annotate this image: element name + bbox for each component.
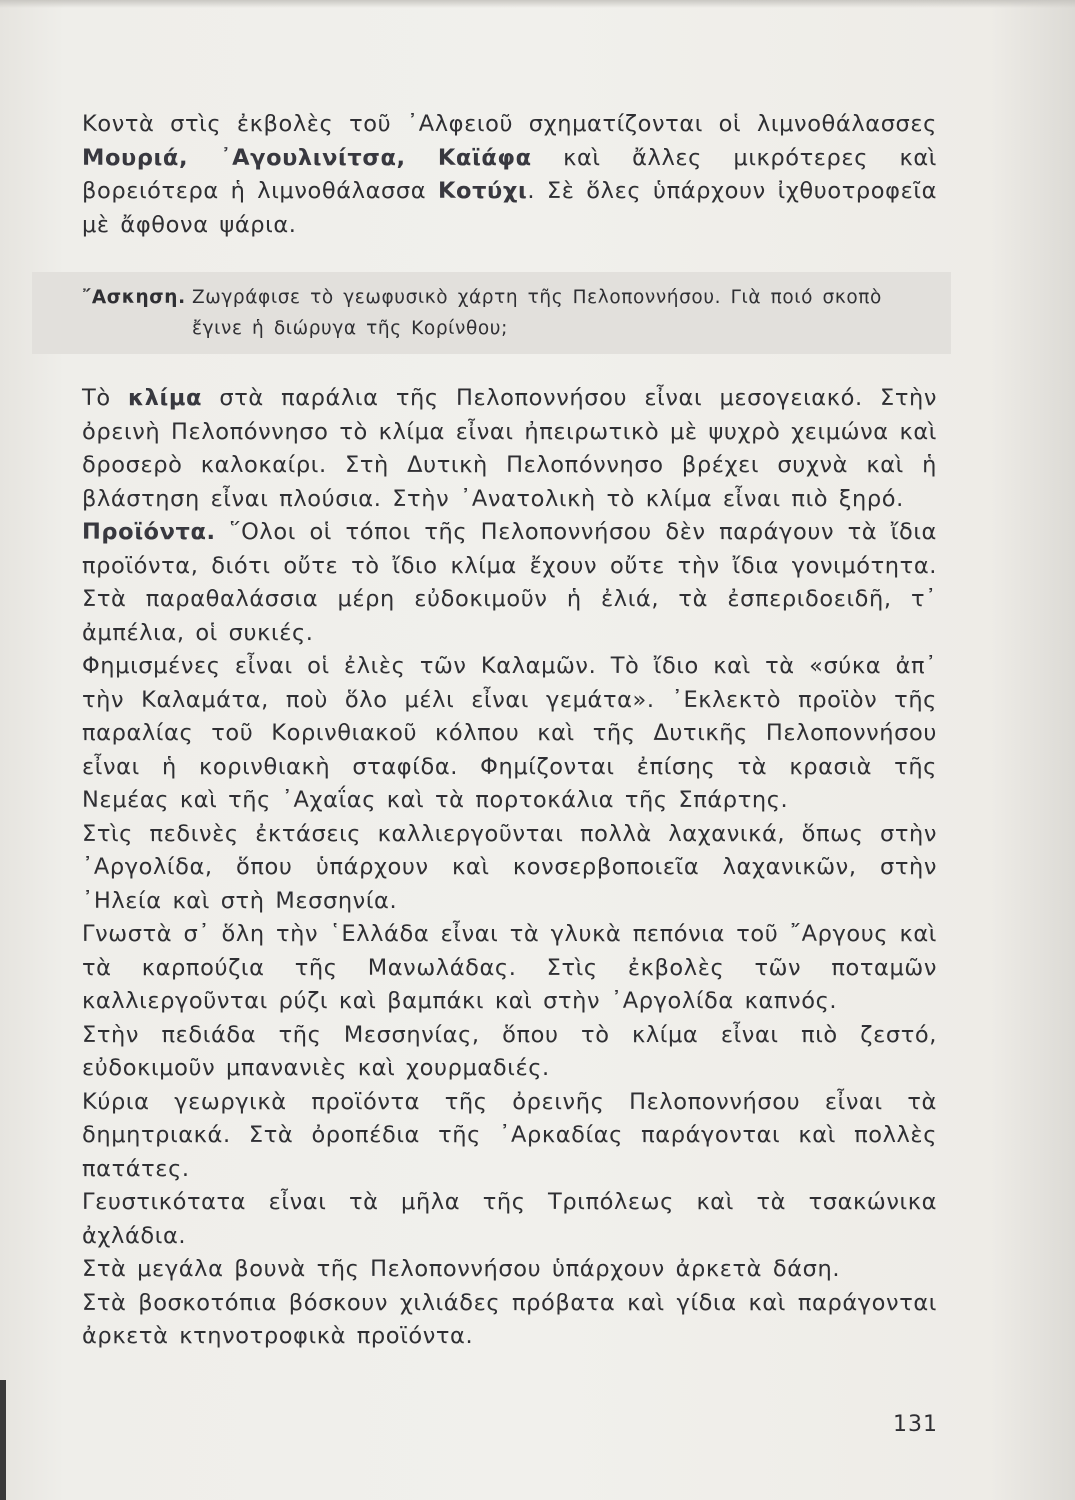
paragraph-vegetables: Στὶς πεδινὲς ἐκτάσεις καλλιεργοῦνται πολλὰ λαχανικά, ὅπως στὴν ᾿Αργολίδα, ὅπου ὑπάρχουν καὶ κονσερβοποιεῖα λαχανικῶν, στὴν ᾿Ηλεία καὶ στὴ Μεσσηνία. <box>82 820 937 914</box>
paragraph-forests: Στὰ μεγάλα βουνὰ τῆς Πελοποννήσου ὑπάρχουν ἀρκετὰ δάση. <box>82 1256 841 1282</box>
body-text <box>82 108 937 1354</box>
top-edge-shadow <box>0 0 1075 8</box>
climate-term: κλίμα <box>128 385 203 411</box>
paragraph-cereals: Κύρια γεωργικὰ προϊόντα τῆς ὀρεινῆς Πελοποννήσου εἶναι τὰ δημητριακά. Στὰ ὀροπέδια τῆς ᾿Αρκαδίας παράγονται καὶ πολλὲς πατάτες. <box>82 1088 937 1182</box>
exercise-label: ῎Ασκηση. <box>82 287 186 308</box>
left-edge-binding <box>0 1380 6 1500</box>
lagoon-names: Μουριά, ᾿Αγουλινίτσα, Καϊάφα <box>82 144 532 171</box>
paragraph-lagoons: Κοντὰ στὶς ἐκβολὲς τοῦ ᾿Αλφειοῦ σχηματίζονται οἱ λιμνοθάλασσες Μουριά, ᾿Αγουλινίτσα, Καϊάφα καὶ ἄλλες μικρότερες καὶ βορειότερα ἡ λιμνοθάλασσα Κοτύχι. Σὲ ὅλες ὑπάρχουν ἰχθυοτροφεῖα μὲ ἄφθονα ψάρια. <box>82 111 938 238</box>
exercise-text: Ζωγράφισε τὸ γεωφυσικὸ χάρτη τῆς Πελοποννήσου. Γιὰ ποιό σκοπὸ ἔγινε ἡ διώρυγα τῆς Κορίνθου; <box>192 287 882 339</box>
lagoon-kotychi: Κοτύχι <box>437 178 528 204</box>
paragraph-messinia: Στὴν πεδιάδα τῆς Μεσσηνίας, ὅπου τὸ κλίμα εἶναι πιὸ ζεστό, εὐδοκιμοῦν μπανανιὲς καὶ χουρμαδιές. <box>82 1021 937 1081</box>
products-heading: Προϊόντα. <box>82 519 216 545</box>
paragraph-apples: Γευστικότατα εἶναι τὰ μῆλα τῆς Τριπόλεως καὶ τὰ τσακώνικα ἀχλάδια. <box>82 1189 937 1249</box>
paragraph-products: Προϊόντα. ῞Ολοι οἱ τόποι τῆς Πελοποννήσου δὲν παράγουν τὰ ἴδια προϊόντα, διότι οὔτε τὸ ἴδιο κλίμα ἔχουν οὔτε τὴν ἴδια γονιμότητα. Στὰ παραθαλάσσια μέρη εὐδοκιμοῦν ἡ ἐλιά, τὰ ἐσπεριδοειδῆ, τ᾿ ἀμπέλια, οἱ συκιές. <box>82 519 937 646</box>
exercise-box <box>32 272 951 354</box>
paragraph-melons: Γνωστὰ σ᾿ ὅλη τὴν ῾Ελλάδα εἶναι τὰ γλυκὰ πεπόνια τοῦ ῎Αργους καὶ τὰ καρπούζια τῆς Μανωλάδας. Στὶς ἐκβολὲς τῶν ποταμῶν καλλιεργοῦνται ρύζι καὶ βαμπάκι καὶ στὴν ᾿Αργολίδα καπνός. <box>82 921 937 1014</box>
paragraph-famous-products: Φημισμένες εἶναι οἱ ἐλιὲς τῶν Καλαμῶν. Τὸ ἴδιο καὶ τὰ «σύκα ἀπ᾿ τὴν Καλαμάτα, ποὺ ὅλο μέλι εἶναι γεμάτα». ᾿Εκλεκτὸ προϊὸν τῆς παραλίας τοῦ Κορινθιακοῦ κόλπου καὶ τῆς Δυτικῆς Πελοποννήσου εἶναι ἡ κορινθιακὴ σταφίδα. Φημίζονται ἐπίσης τὰ κρασιὰ τῆς Νεμέας καὶ τῆς ᾿Αχαΐας καὶ τὰ πορτοκάλια τῆς Σπάρτης. <box>82 653 937 813</box>
paragraph-climate: Τὸ κλίμα στὰ παράλια τῆς Πελοποννήσου εἶναι μεσογειακό. Στὴν ὀρεινὴ Πελοπόννησο τὸ κλίμα εἶναι ἠπειρωτικὸ μὲ ψυχρὸ χειμώνα καὶ δροσερὸ καλοκαίρι. Στὴ Δυτικὴ Πελοπόννησο βρέχει συχνὰ καὶ ἡ βλάστηση εἶναι πλούσια. Στὴν ᾿Ανατολικὴ τὸ κλίμα εἶναι πιὸ ξηρό. <box>82 385 937 512</box>
paragraph-livestock: Στὰ βοσκοτόπια βόσκουν χιλιάδες πρόβατα καὶ γίδια καὶ παράγονται ἀρκετὰ κτηνοτροφικὰ προϊόντα. <box>82 1289 937 1349</box>
page-number: 131 <box>893 1412 938 1437</box>
